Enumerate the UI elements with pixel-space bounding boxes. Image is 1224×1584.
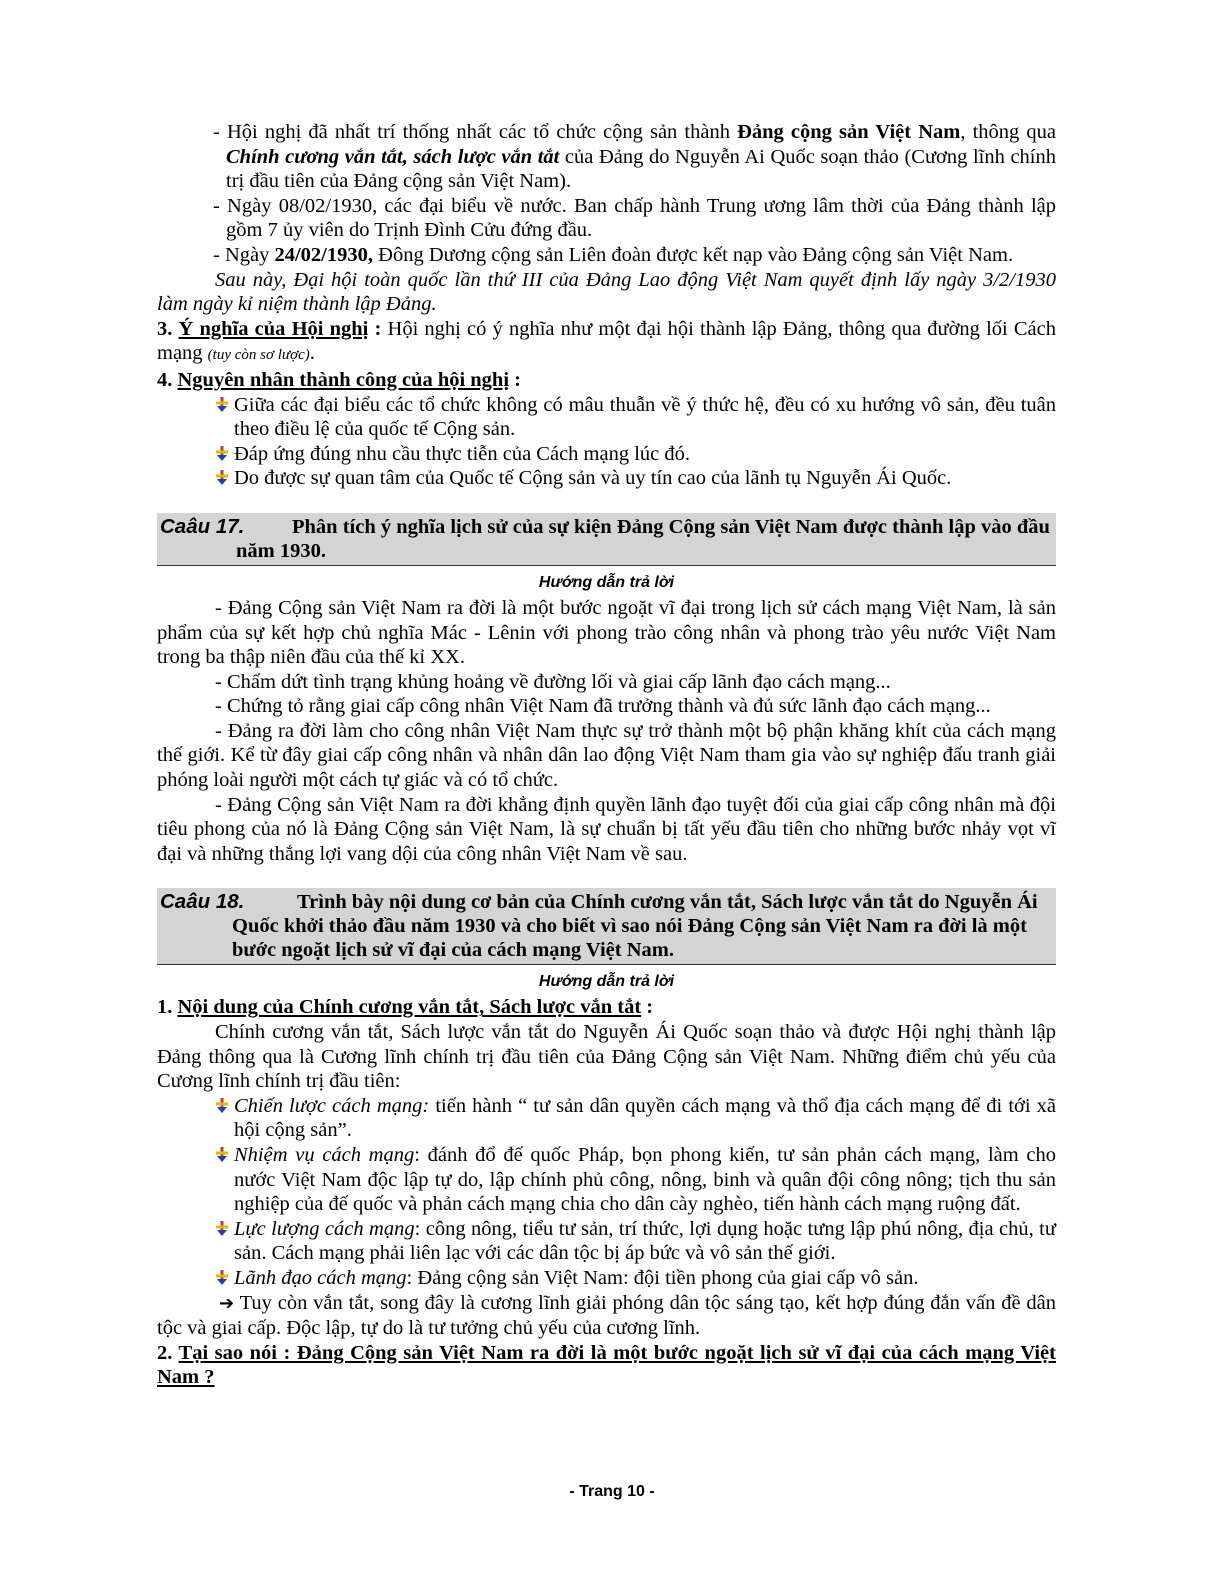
paragraph-founding-day: Sau này, Đại hội toàn quốc lần thứ III của Đảng Lao động Việt Nam quyết định lấy ngày 3/2/1930 làm ngày kỉ niệm thành lập Đảng. xyxy=(157,268,1056,316)
plus-arrow-bullet-icon xyxy=(214,397,230,413)
list-item: Lực lượng cách mạng: công nông, tiểu tư sản, trí thức, lợi dụng hoặc tưng lập phú nông, địa chủ, tư sản. Cách mạng phải liên lạc với các dân tộc bị áp bức và vô sản thế giới. xyxy=(157,1217,1056,1266)
plus-arrow-bullet-icon xyxy=(214,1221,230,1237)
question-title: Trình bày nội dung cơ bản của Chính cương vắn tắt, Sách lược vắn tắt do Nguyễn Ái Quốc khởi thảo đầu năm 1930 và cho biết vì sao nói Đảng Cộng sản Việt Nam ra đời là một bước ngoặt lịch sử vĩ đại của cách mạng Việt Nam. xyxy=(232,891,1038,962)
question-17-header xyxy=(157,513,1056,566)
list-item: Đáp ứng đúng nhu cầu thực tiễn của Cách mạng lúc đó. xyxy=(157,442,1056,467)
question-label: Caâu 18. xyxy=(160,890,245,914)
document-page xyxy=(157,120,1056,1390)
answer-paragraph: - Đảng ra đời làm cho công nhân Việt Nam thực sự trở thành một bộ phận khăng khít của cách mạng thế giới. Kể từ đây giai cấp công nhân và nhân dân lao động Việt Nam tham gia vào sự nghiệp đấu tranh giải phóng loài người một cách tự giác và có tổ chức. xyxy=(157,719,1056,792)
plus-arrow-bullet-icon xyxy=(214,1147,230,1163)
answer-guide-heading: Hướng dẫn trả lời xyxy=(538,573,675,591)
conclusion-paragraph: ➔ Tuy còn vắn tắt, song đây là cương lĩnh giải phóng dân tộc sáng tạo, kết hợp đúng đắn vấn đề dân tộc và giai cấp. Độc lập, tự do là tư tưởng chủ yếu của cương lĩnh. xyxy=(157,1291,1056,1340)
question-label: Caâu 17. xyxy=(160,514,245,538)
section-1-heading: 1. Nội dung của Chính cương vắn tắt, Sách lược vắn tắt : xyxy=(157,996,654,1019)
list-item: Do được sự quan tâm của Quốc tế Cộng sản và uy tín cao của lãnh tụ Nguyễn Ái Quốc. xyxy=(157,466,1056,491)
right-arrow-icon: ➔ xyxy=(219,1292,235,1314)
answer-paragraph: - Đảng Cộng sản Việt Nam ra đời là một bước ngoặt vĩ đại trong lịch sử cách mạng Việt Nam, là sản phẩm của sự kết hợp chủ nghĩa Mác - Lênin với phong trào công nhân và phong trào yêu nước Việt Nam trong ba thập niên đầu của thế kỉ XX. xyxy=(157,596,1056,669)
question-title: Phân tích ý nghĩa lịch sử của sự kiện Đảng Cộng sản Việt Nam được thành lập vào đầu năm 1930. xyxy=(236,515,1050,562)
question-18-header xyxy=(157,888,1056,965)
plus-arrow-bullet-icon xyxy=(214,470,230,486)
plus-arrow-bullet-icon xyxy=(214,1098,230,1114)
page-number: - Trang 10 - xyxy=(569,1483,655,1500)
paragraph-indochina-league: - Ngày 24/02/1930, Đông Dương cộng sản Liên đoàn được kết nạp vào Đảng cộng sản Việt Nam. xyxy=(213,243,1014,266)
list-item: Giữa các đại biểu các tổ chức không có mâu thuẫn về ý thức hệ, đều có xu hướng vô sản, đều tuân theo điều lệ của quốc tế Cộng sản. xyxy=(157,393,1056,442)
section-4-heading: 4. Nguyên nhân thành công của hội nghị : xyxy=(157,368,521,391)
answer-paragraph: - Đảng Cộng sản Việt Nam ra đời khẳng định quyền lãnh đạo tuyệt đối của giai cấp công nhân mà đội tiêu phong của nó là Đảng Cộng sản Việt Nam, là sự chuẩn bị tất yếu đầu tiên cho những bước nhảy vọt vĩ đại và những thắng lợi vang dội của công nhân Việt Nam về sau. xyxy=(157,793,1056,865)
section-2-heading: 2. Tại sao nói : Đảng Cộng sản Việt Nam ra đời là một bước ngoặt lịch sử vĩ đại của cách mạng Việt Nam ? xyxy=(157,1341,1056,1389)
answer-paragraph: - Chấm dứt tình trạng khủng hoảng về đường lối và giai cấp lãnh đạo cách mạng... xyxy=(215,670,891,693)
section-3-meaning: 3. Ý nghĩa của Hội nghị : Hội nghị có ý nghĩa như một đại hội thành lập Đảng, thông qua đường lối Cách mạng (tuy còn sơ lược). xyxy=(157,317,1056,365)
list-item: Chiến lược cách mạng: tiến hành “ tư sản dân quyền cách mạng và thổ địa cách mạng để đi tới xã hội cộng sản”. xyxy=(157,1094,1056,1143)
answer-paragraph: Chính cương vắn tắt, Sách lược vắn tắt do Nguyễn Ái Quốc soạn thảo và được Hội nghị thành lập Đảng thông qua là Cương lĩnh chính trị đầu tiên của Đảng Cộng sản Việt Nam. Những điểm chủ yếu của Cương lĩnh chính trị đầu tiên: xyxy=(157,1021,1056,1093)
paragraph-conference-unification: - Hội nghị đã nhất trí thống nhất các tổ chức cộng sản thành Đảng cộng sản Việt Nam, thông qua Chính cương vắn tắt, sách lược vắn tắt của Đảng do Nguyễn Ai Quốc soạn thảo (Cương lĩnh chính trị đầu tiên của Đảng cộng sản Việt Nam). xyxy=(213,121,1057,193)
answer-guide-heading: Hướng dẫn trả lời xyxy=(538,973,675,991)
plus-arrow-bullet-icon xyxy=(214,446,230,462)
list-item: Nhiệm vụ cách mạng: đánh đổ đế quốc Pháp, bọn phong kiến, tư sản phản cách mạng, làm cho nước Việt Nam độc lập tự do, lập chính phủ công, nông, binh và quân đội công nông; tịch thu sản nghiệp của đế quốc và phản cách mạng chia cho dân cày nghèo, tiến hành cách mạng ruộng đất. xyxy=(157,1143,1056,1217)
paragraph-delegates-return: - Ngày 08/02/1930, các đại biểu về nước. Ban chấp hành Trung ương lâm thời của Đảng thành lập gồm 7 ủy viên do Trịnh Đình Cửu đứng đầu. xyxy=(213,194,1056,242)
plus-arrow-bullet-icon xyxy=(214,1270,230,1286)
answer-paragraph: - Chứng tỏ rằng giai cấp công nhân Việt Nam đã trưởng thành và đủ sức lãnh đạo cách mạng... xyxy=(215,695,991,718)
list-item: Lãnh đạo cách mạng: Đảng cộng sản Việt Nam: đội tiền phong của giai cấp vô sản. xyxy=(157,1266,1056,1291)
